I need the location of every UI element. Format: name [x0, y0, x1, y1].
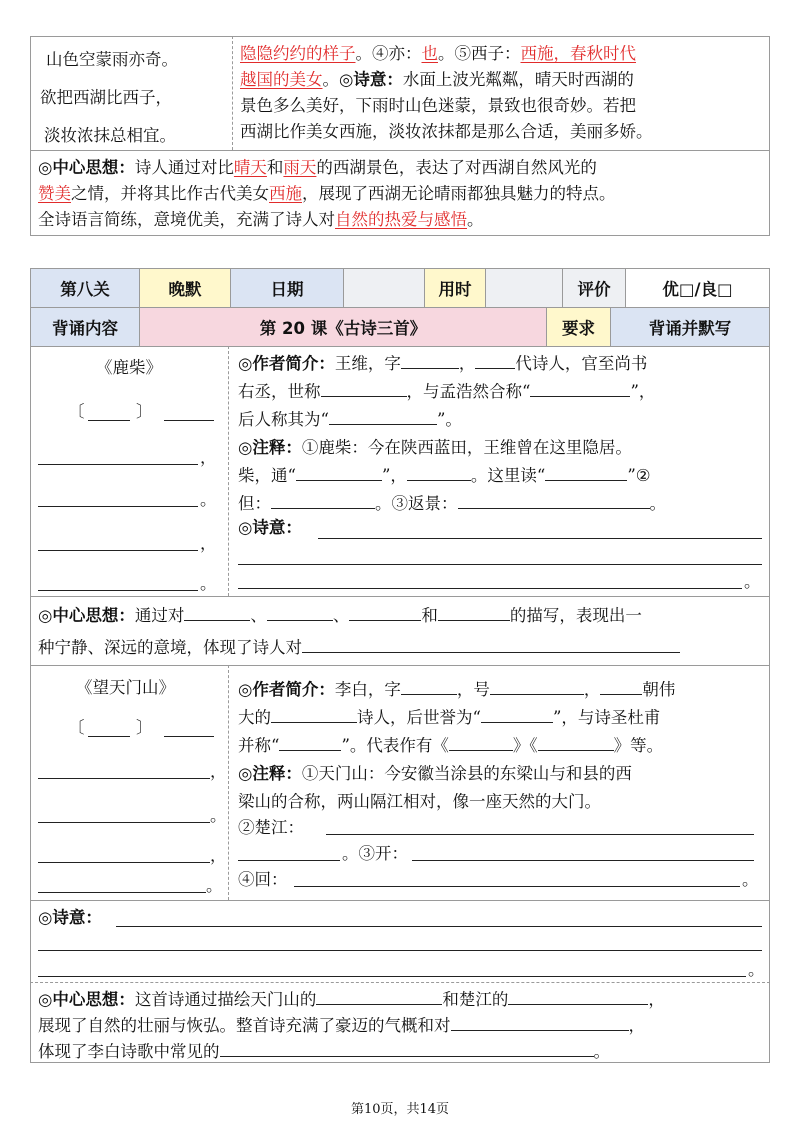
top-theme-line-1 — [38, 156, 597, 180]
text: 种宁静、深远的意境，体现了诗人对 — [38, 638, 302, 657]
text: 王维，字 — [334, 354, 401, 373]
poem2-pair-blank[interactable] — [279, 750, 341, 751]
poem2-theme-blank-3[interactable] — [451, 1030, 629, 1031]
text: 大的 — [238, 708, 271, 727]
top-poem-line-1: 山色空蒙雨亦奇。 — [46, 50, 178, 69]
top-note-text: 水面上波光粼粼，晴天时西湖的 — [402, 70, 634, 89]
text: ①天门山：今安徽当涂县的东梁山与和县的西 — [301, 764, 632, 783]
poem2-hao-blank[interactable] — [490, 694, 584, 695]
top-theme-text: 之情，并将其比作古代美女 — [71, 184, 269, 203]
poem1-style-name-blank[interactable] — [401, 368, 459, 369]
poem1-note-line-3 — [238, 492, 666, 516]
text: 后人称其为“ — [238, 410, 329, 429]
text: 代诗人，官至尚书 — [515, 354, 648, 373]
poem1-tong-blank[interactable] — [296, 480, 382, 481]
text: 。 — [649, 494, 666, 513]
top-theme-red-1: 晴天 — [233, 158, 267, 177]
poem2-type-blank[interactable] — [271, 722, 357, 723]
poem2-chujiang-blank-2[interactable] — [238, 860, 340, 861]
poem2-divider-h1 — [30, 900, 770, 901]
poem2-note-line-1 — [238, 762, 632, 786]
poem2-theme-line-2 — [38, 1014, 645, 1038]
top-meaning-label: 诗意： — [353, 70, 403, 89]
poem2-divider-v — [228, 665, 229, 900]
poem2-author-line-3 — [238, 734, 663, 758]
poem1-line3-blank[interactable] — [38, 506, 198, 507]
poem2-meaning-blank-1[interactable] — [116, 926, 762, 927]
top-theme-text: 全诗语言简练，意境优美，充满了诗人对 — [38, 210, 335, 229]
poem1-line5-blank[interactable] — [38, 590, 198, 591]
poem1-line2-blank[interactable] — [38, 464, 198, 465]
poem1-theme-line-2 — [38, 636, 680, 660]
text: ”， — [630, 382, 656, 401]
text: 李白，字 — [334, 680, 401, 699]
text: 展现了自然的壮丽与恢弘。整首诗充满了豪迈的气概和对 — [38, 1016, 451, 1035]
text: ，号 — [456, 680, 490, 699]
poem2-note-line-4: 。③开： — [342, 844, 408, 863]
poem2-note-line-5: ④回： — [238, 870, 288, 889]
bracket-left: 〔 — [68, 718, 85, 737]
poem2-author-blank[interactable] — [88, 736, 130, 737]
text: ， — [583, 680, 601, 699]
top-poem-line-3: 淡妆浓抹总相宜。 — [44, 126, 176, 145]
poem2-line2-blank[interactable] — [38, 778, 210, 779]
top-note-text: 。⑤西子： — [438, 44, 521, 63]
poem1-note-line-2 — [238, 464, 651, 488]
poem1-line1-blank[interactable] — [164, 420, 214, 421]
poem1-meaning-label: ◎诗意： — [238, 518, 302, 537]
poem2-author-label: ◎作者简介： — [238, 680, 335, 699]
top-theme-text: 诗人通过对比 — [134, 158, 234, 177]
poem2-work-blank-2[interactable] — [538, 750, 614, 751]
poem1-meaning-blank-2[interactable] — [238, 564, 762, 565]
text: 》《 — [512, 736, 538, 755]
poem2-line4-comma: ， — [210, 846, 227, 865]
text: 右丞，世称 — [238, 382, 321, 401]
poem2-author-line-1 — [238, 678, 675, 702]
poem1-author-bracket-r — [136, 400, 153, 424]
poem1-divider-v — [228, 346, 229, 596]
top-poem-line-2: 欲把西湖比西子， — [40, 88, 172, 107]
text: 。 — [593, 1042, 610, 1061]
header-eval-options[interactable]: 优□/良□ — [625, 268, 770, 308]
text: 但： — [238, 494, 271, 513]
poem2-hui-period: 。 — [742, 870, 759, 889]
top-theme-text: 。 — [467, 210, 484, 229]
top-note-text: 。◎ — [322, 70, 354, 89]
header-time-used-value[interactable] — [485, 268, 563, 308]
poem2-title: 《望天门山》 — [76, 678, 175, 697]
header-time-used-label: 用时 — [424, 268, 486, 308]
header-date-value[interactable] — [343, 268, 425, 308]
text: 这首诗通过描绘天门山的 — [134, 990, 317, 1009]
top-divider-h — [30, 150, 770, 151]
header-lesson: 第 20 课《古诗三首》 — [139, 307, 547, 347]
top-theme-text: 的西湖景色，表达了对西湖自然风光的 — [316, 158, 597, 177]
poem1-line3-period: 。 — [200, 490, 217, 509]
poem2-author-line-2 — [238, 706, 660, 730]
poem1-author-label: ◎作者简介： — [238, 354, 335, 373]
text: 、 — [250, 606, 267, 625]
poem2-theme-blank-2[interactable] — [508, 1004, 648, 1005]
poem2-meaning-blank-2[interactable] — [38, 950, 762, 951]
top-note-text: 。④亦： — [355, 44, 422, 63]
top-note-line-2 — [240, 68, 634, 92]
poem2-theme-line-1 — [38, 988, 665, 1012]
poem2-theme-blank-4[interactable] — [220, 1056, 594, 1057]
poem2-note-label: ◎注释： — [238, 764, 302, 783]
text: ”，与诗圣杜甫 — [552, 708, 661, 727]
poem1-line4-blank[interactable] — [38, 550, 198, 551]
poem1-line2-comma: ， — [200, 448, 217, 467]
poem1-line4-comma: ， — [200, 534, 217, 553]
top-note-red-4: 越国的美女 — [240, 70, 323, 89]
top-theme-sym: ◎ — [38, 158, 53, 177]
top-theme-line-3 — [38, 208, 484, 232]
poem1-pair-name-blank[interactable] — [530, 396, 630, 397]
poem2-author-bracket — [68, 716, 85, 740]
header-eval-label: 评价 — [562, 268, 626, 308]
poem2-dynasty-blank[interactable] — [600, 694, 642, 695]
text: ”。代表作有《 — [341, 736, 449, 755]
poem1-dynasty-blank[interactable] — [475, 368, 515, 369]
poem1-theme-blank-5[interactable] — [302, 652, 680, 653]
text: ， — [628, 1016, 645, 1035]
poem2-honor-blank[interactable] — [481, 722, 553, 723]
top-theme-text: 和 — [266, 158, 284, 177]
poem1-meaning-blank[interactable] — [407, 480, 471, 481]
poem2-chujiang-blank-1[interactable] — [326, 834, 754, 835]
poem2-theme-line-3 — [38, 1040, 610, 1064]
top-theme-label: 中心思想： — [52, 158, 135, 177]
poem2-line2-comma: ， — [210, 762, 227, 781]
poem2-meaning-period: 。 — [748, 960, 765, 979]
poem2-meaning-blank-3[interactable] — [38, 976, 746, 977]
poem1-reading-blank[interactable] — [545, 480, 627, 481]
top-theme-red-4: 西施 — [269, 184, 302, 203]
text: 并称“ — [238, 736, 280, 755]
text: ， — [648, 990, 665, 1009]
text: 和 — [421, 606, 438, 625]
text: 》等。 — [613, 736, 664, 755]
poem1-meaning-period: 。 — [744, 572, 761, 591]
text: ”。 — [436, 410, 462, 429]
poem2-line3-period: 。 — [210, 806, 227, 825]
header-date-label: 日期 — [230, 268, 344, 308]
top-divider-v — [232, 36, 233, 150]
poem1-title-blank[interactable] — [321, 396, 407, 397]
header-recite-label: 背诵内容 — [30, 307, 140, 347]
poem1-theme-blank-2[interactable] — [267, 620, 333, 621]
top-theme-red-5: 自然的热爱与感悟 — [335, 210, 467, 229]
header-require-label: 要求 — [546, 307, 611, 347]
poem1-theme-blank-1[interactable] — [184, 620, 250, 621]
top-theme-text: ，展现了西湖无论晴雨都独具魅力的特点。 — [302, 184, 616, 203]
top-note-red-2: 也 — [421, 44, 438, 63]
poem1-author-blank[interactable] — [88, 420, 130, 421]
poem1-theme-line-1 — [38, 604, 642, 628]
text: 的描写，表现出一 — [509, 606, 642, 625]
top-theme-line-2 — [38, 182, 616, 206]
top-theme-red-2: 雨天 — [283, 158, 317, 177]
poem1-line5-period: 。 — [200, 574, 217, 593]
text: 体现了李白诗歌中常见的 — [38, 1042, 220, 1061]
poem2-work-blank-1[interactable] — [449, 750, 513, 751]
header-time-slot: 晚默 — [139, 268, 231, 308]
text: 通过对 — [134, 606, 185, 625]
poem1-meaning-blank-3[interactable] — [238, 588, 742, 589]
poem1-author-line-2 — [238, 380, 655, 404]
poem1-title: 《鹿柴》 — [96, 358, 162, 377]
poem1-theme-blank-4[interactable] — [438, 620, 510, 621]
text: ”， — [381, 466, 407, 485]
poem1-note-label: ◎注释： — [238, 438, 302, 457]
text: 诗人，后世誉为“ — [357, 708, 481, 727]
poem2-line5-blank[interactable] — [38, 892, 206, 893]
text: 柴，通“ — [238, 466, 296, 485]
header-require-value: 背诵并默写 — [610, 307, 770, 347]
text: 和楚江的 — [442, 990, 509, 1009]
poem1-author-line-3 — [238, 408, 462, 432]
poem2-author-bracket-r — [136, 716, 153, 740]
poem2-line4-blank[interactable] — [38, 862, 210, 863]
text: ①鹿柴：今在陕西蓝田，王维曾在这里隐居。 — [301, 438, 632, 457]
poem2-theme-blank-1[interactable] — [316, 1004, 442, 1005]
text: ，与孟浩然合称“ — [406, 382, 531, 401]
poem1-note-line-1 — [238, 436, 632, 460]
top-note-line-3: 景色多么美好，下雨时山色迷蒙，景致也很奇妙。若把 — [240, 96, 636, 115]
text: ， — [458, 354, 476, 373]
bracket-right: 〕 — [136, 402, 153, 421]
top-note-red-1: 隐隐约约的样子 — [240, 44, 356, 63]
text: 。③返景： — [375, 494, 458, 513]
poem2-style-name-blank[interactable] — [401, 694, 457, 695]
text: 。这里读“ — [470, 466, 546, 485]
poem2-meaning-label: ◎诗意： — [38, 908, 102, 927]
poem1-meaning-blank-1[interactable] — [318, 538, 762, 539]
top-theme-red-3: 赞美 — [38, 184, 71, 203]
poem1-theme-label: ◎中心思想： — [38, 606, 135, 625]
poem1-nickname-blank[interactable] — [329, 424, 437, 425]
poem2-hui-blank[interactable] — [294, 886, 740, 887]
poem2-note-line-3: ②楚江： — [238, 818, 304, 837]
top-note-line-4: 西湖比作美女西施，淡妆浓抹都是那么合适，美丽多娇。 — [240, 122, 653, 141]
poem1-dan-blank[interactable] — [271, 508, 375, 509]
poem1-author-line-1 — [238, 352, 647, 376]
poem2-note-line-2: 梁山的合称，两山隔江相对，像一座天然的大门。 — [238, 792, 601, 811]
poem2-line5-period: 。 — [206, 876, 223, 895]
poem2-line3-blank[interactable] — [38, 822, 210, 823]
poem1-fanjing-blank[interactable] — [458, 508, 650, 509]
header-level: 第八关 — [30, 268, 140, 308]
top-note-line-1 — [240, 42, 636, 66]
text: ”② — [627, 466, 651, 485]
text: 朝伟 — [642, 680, 676, 699]
poem1-theme-blank-3[interactable] — [349, 620, 421, 621]
text: 、 — [332, 606, 350, 625]
poem2-line1-blank[interactable] — [164, 736, 214, 737]
poem2-theme-label: ◎中心思想： — [38, 990, 135, 1009]
bracket-right: 〕 — [136, 718, 153, 737]
poem2-divider-h2 — [30, 982, 770, 983]
bracket-left: 〔 — [68, 402, 85, 421]
top-note-red-3: 西施，春秋时代 — [520, 44, 636, 63]
poem1-author-bracket — [68, 400, 85, 424]
poem1-divider-h — [30, 596, 770, 597]
poem2-kai-blank[interactable] — [412, 860, 754, 861]
page-footer: 第10页，共14页 — [350, 1102, 450, 1117]
